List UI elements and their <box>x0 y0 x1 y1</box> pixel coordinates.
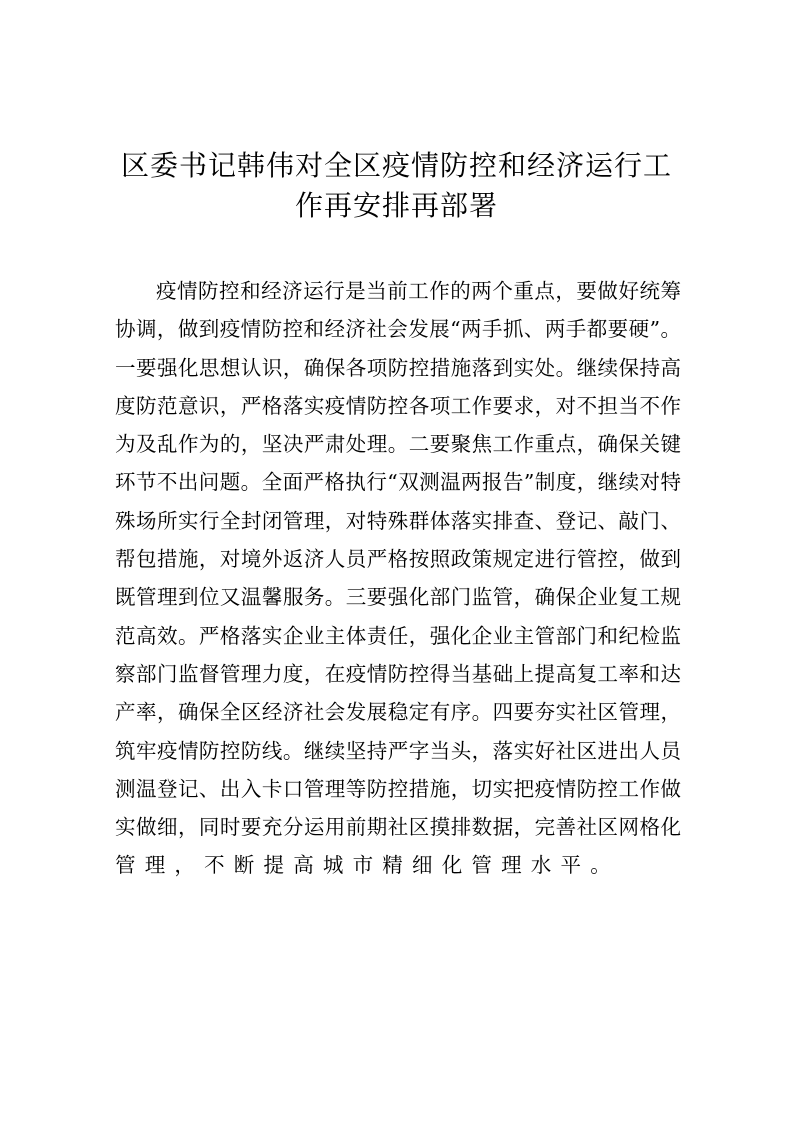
body-line: 管理，不断提高城市精细化管理水平。 <box>115 853 620 878</box>
body-line: 帮包措施，对境外返济人员严格按照政策规定进行管控，做到 <box>115 547 681 572</box>
body-line: 为及乱作为的，坚决严肃处理。二要聚焦工作重点，确保关键 <box>115 432 681 457</box>
body-line: 产率，确保全区经济社会发展稳定有序。四要夯实社区管理， <box>115 700 681 725</box>
body-line: 察部门监督管理力度，在疫情防控得当基础上提高复工率和达 <box>115 661 681 686</box>
body-line: 环节不出问题。全面严格执行“双测温两报告”制度，继续对特 <box>115 470 681 495</box>
title-line-2: 作再安排再部署 <box>294 189 498 222</box>
body-line: 实做细，同时要充分运用前期社区摸排数据，完善社区网格化 <box>115 815 681 840</box>
body-line: 度防范意识，严格落实疫情防控各项工作要求，对不担当不作 <box>115 393 681 418</box>
body-line: 既管理到位又温馨服务。三要强化部门监管，确保企业复工规 <box>115 585 681 610</box>
body-line: 协调，做到疫情防控和经济社会发展“两手抓、两手都要硬”。 <box>115 317 681 342</box>
title-line-1: 区委书记韩伟对全区疫情防控和经济运行工 <box>120 149 672 182</box>
body-line: 殊场所实行全封闭管理，对特殊群体落实排查、登记、敲门、 <box>115 508 681 533</box>
document-body <box>115 272 681 885</box>
body-line: 筑牢疫情防控防线。继续坚持严字当头，落实好社区进出人员 <box>115 738 681 763</box>
body-line: 范高效。严格落实企业主体责任，强化企业主管部门和纪检监 <box>115 623 681 648</box>
body-line: 测温登记、出入卡口管理等防控措施，切实把疫情防控工作做 <box>115 776 681 801</box>
body-line: 疫情防控和经济运行是当前工作的两个重点，要做好统筹 <box>156 279 681 303</box>
body-line: 一要强化思想认识，确保各项防控措施落到实处。继续保持高 <box>115 355 681 380</box>
